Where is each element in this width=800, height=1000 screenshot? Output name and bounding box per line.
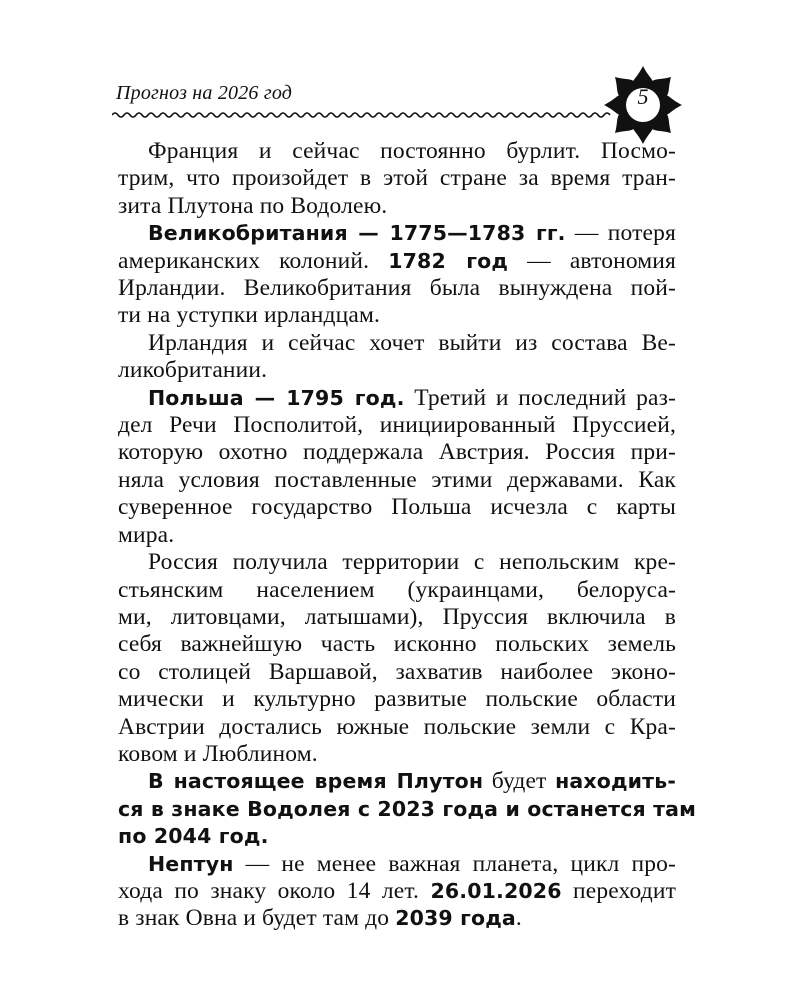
text-run: Третий и последний раз- — [404, 384, 676, 411]
text-line: себя важнейшую часть исконно польских земель — [118, 631, 676, 658]
page-number: 5 — [637, 84, 649, 109]
running-header — [112, 76, 696, 132]
bold-lead: ся в знаке Водолея с 2023 года и останется там — [118, 796, 697, 821]
text-line — [118, 878, 676, 905]
text-line: ковом и Люблином. — [118, 740, 318, 767]
text-line: дел Речи Посполитой, инициированный Пруссией, — [118, 412, 676, 439]
text-line: Ирландии. Великобритания была вынуждена пой- — [118, 275, 676, 302]
text-line: Австрии достались южные польские земли с Кра- — [118, 713, 676, 740]
bold-lead: Нептун — [148, 851, 234, 876]
paragraph-pluto — [118, 768, 697, 850]
text-run: американских колоний. — [118, 247, 389, 274]
text-run: — не менее важная планета, цикл про- — [233, 850, 676, 877]
text-line: суверенное государство Польша исчезла с карты — [118, 494, 676, 521]
text-line: няла условия поставленные этими державами. Как — [118, 466, 676, 493]
paragraph-poland — [118, 384, 676, 549]
text-run: будет — [483, 768, 556, 795]
paragraph-great-britain — [118, 220, 676, 330]
page-body — [118, 138, 697, 933]
text-line — [118, 905, 676, 932]
text-line: мически и культурно развитые польские области — [118, 686, 676, 713]
text-line — [148, 851, 676, 878]
text-line — [148, 768, 676, 795]
bold-lead: 1782 год — [388, 248, 509, 273]
bold-lead: по 2044 год. — [118, 824, 269, 849]
wavy-rule — [112, 110, 612, 120]
text-line: ликобритании. — [118, 357, 268, 384]
text-line: стьянским населением (украинцами, белоруса- — [118, 576, 676, 603]
text-line: Франция и сейчас постоянно бурлит. Посмо- — [148, 138, 676, 164]
text-run: в знак Овна и будет там до — [118, 905, 396, 932]
text-run: хода по знаку около 14 лет. — [118, 877, 431, 904]
running-title: Прогноз на 2026 год — [116, 82, 293, 104]
bold-lead: 26.01.2026 — [430, 878, 562, 903]
text-line — [118, 823, 676, 850]
text-line — [118, 248, 676, 275]
text-line: которую охотно поддержала Австрия. Россия при- — [118, 439, 676, 466]
text-line: ми, литовцами, латышами), Пруссия включила в — [118, 603, 676, 630]
bold-lead: находить- — [555, 769, 676, 794]
paragraph-neptune — [118, 850, 676, 933]
text-run: — автономия — [508, 247, 676, 274]
text-line: мира. — [118, 521, 175, 548]
text-line — [148, 385, 676, 412]
text-run: переходит — [561, 877, 676, 904]
text-line — [148, 220, 676, 247]
text-line: трим, что произойдет в этой стране за время тран- — [118, 165, 676, 192]
text-line: Ирландия и сейчас хочет выйти из состава Ве- — [148, 329, 676, 356]
text-line: Россия получила территории с непольским кре- — [148, 549, 676, 576]
bold-lead: Польша — 1795 год. — [148, 385, 405, 410]
paragraph-france — [118, 138, 676, 220]
text-line — [118, 796, 697, 823]
text-run: . — [515, 905, 522, 932]
text-run: — потеря — [565, 220, 676, 247]
bold-lead: 2039 года — [395, 906, 516, 931]
text-line: со столицей Варшавой, захватив наиболее эконо- — [118, 658, 676, 685]
paragraph-ireland — [118, 329, 676, 385]
paragraph-russia — [118, 549, 676, 768]
bold-lead: Великобритания — 1775—1783 гг. — [148, 221, 566, 246]
text-line: ти на уступки ирландцам. — [118, 302, 380, 329]
text-line: зита Плутона по Водолею. — [118, 192, 388, 219]
bold-lead: В настоящее время Плутон — [148, 769, 484, 794]
